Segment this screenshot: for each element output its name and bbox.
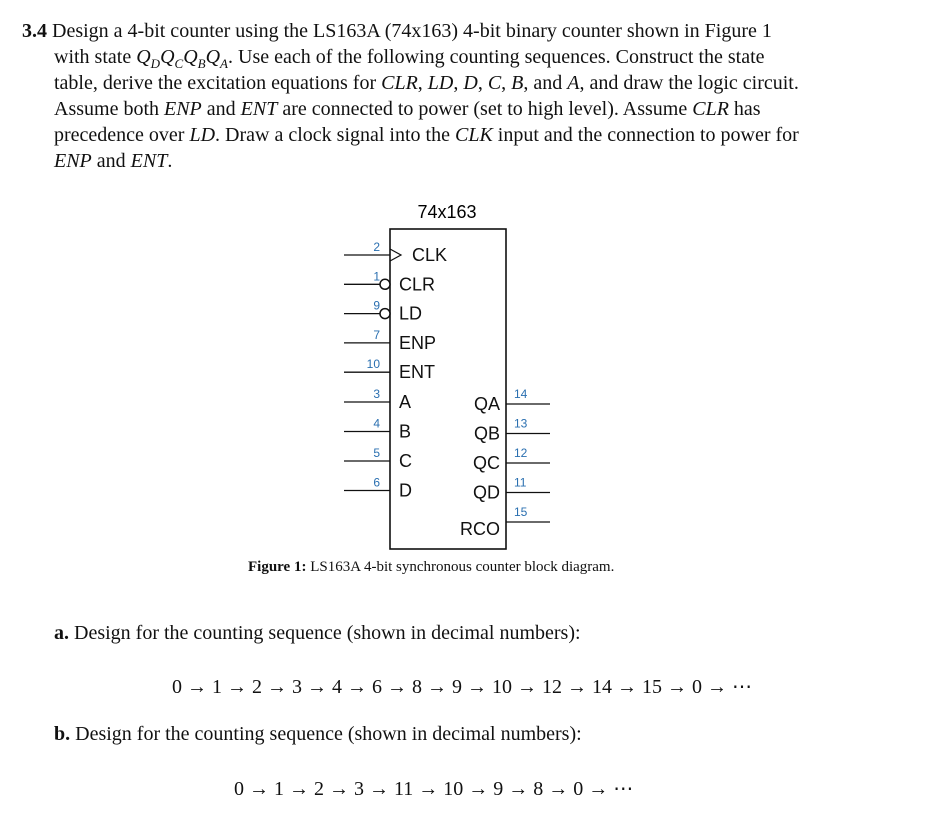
chip-title: 74x163	[417, 202, 477, 222]
pin-label-rco: RCO	[460, 519, 500, 539]
pin-number-qb: 13	[514, 416, 528, 431]
input-pin-a	[344, 387, 411, 412]
part-a-sequence: 0 → 1 → 2 → 3 → 4 → 6 → 8 → 9 → 10 → 12 → 14 → 15 → 0 → ⋯	[172, 676, 752, 698]
part-a	[54, 622, 581, 645]
inversion-bubble-ld	[380, 309, 390, 319]
pin-number-ent: 10	[366, 357, 380, 372]
pin-label-qc: QC	[473, 453, 500, 473]
pin-label-c: C	[399, 451, 412, 471]
input-pin-b	[344, 417, 411, 442]
output-pin-rco	[460, 505, 550, 539]
part-b-label: b.	[54, 723, 71, 745]
part-b-text: Design for the counting sequence (shown in decimal numbers):	[70, 723, 582, 745]
pin-number-clr: 1	[373, 269, 380, 284]
pin-label-clr: CLR	[399, 274, 436, 295]
input-pin-c	[344, 446, 412, 471]
figure-caption	[248, 559, 614, 576]
pin-number-qa: 14	[514, 387, 528, 401]
pin-number-b: 4	[373, 416, 380, 431]
input-pin-clk	[344, 240, 447, 265]
output-pin-qc	[473, 446, 550, 473]
pin-number-clk: 2	[373, 240, 380, 254]
problem-line-5: precedence over LD. Draw a clock signal into the CLK input and the connection to power for	[54, 124, 799, 146]
pin-label-ld: LD	[399, 303, 423, 324]
pin-label-qd: QD	[473, 482, 500, 503]
problem-line-2: with state $Q_DQ_CQ_BQ_A$. Use each of the following counting sequences. Construct the state	[54, 46, 765, 71]
output-pin-qb	[474, 417, 550, 444]
output-pin-qa	[474, 387, 550, 414]
problem-line-4: Assume both ENP and ENT are connected to power (set to high level). Assume CLR has	[54, 98, 761, 120]
pin-number-c: 5	[373, 446, 380, 460]
figure-label: Figure 1:	[248, 559, 307, 575]
pin-label-a: A	[399, 392, 412, 412]
pin-number-enp: 7	[373, 327, 380, 342]
pin-number-qd: 11	[514, 475, 527, 490]
clock-triangle-icon	[390, 249, 401, 261]
state-vector: $Q_DQ_CQ_BQ_A$	[136, 46, 228, 71]
part-a-text: Design for the counting sequence (shown in decimal numbers):	[69, 622, 581, 644]
pin-label-d: D	[399, 480, 412, 501]
inversion-bubble-clr	[380, 279, 390, 289]
input-pin-d	[344, 476, 412, 501]
pin-label-ent: ENT	[399, 362, 435, 383]
output-pin-qd	[473, 476, 550, 503]
pin-label-b: B	[399, 421, 412, 442]
part-b-sequence: 0 → 1 → 2 → 3 → 11 → 10 → 9 → 8 → 0 → ⋯	[234, 778, 634, 800]
pin-label-qb: QB	[473, 423, 500, 444]
problem-line-6: ENP and ENT.	[54, 150, 173, 172]
pin-number-rco: 15	[514, 505, 528, 519]
problem-number: 3.4	[22, 20, 47, 42]
chip-outputs	[460, 387, 550, 539]
counter-block-diagram	[330, 195, 570, 560]
pin-label-qa: QA	[473, 394, 500, 414]
part-b	[54, 723, 582, 746]
problem-line-1: 3.4 Design a 4-bit counter using the LS163A (74x163) 4-bit binary counter shown in Figure 1	[22, 20, 772, 42]
pin-number-a: 3	[373, 387, 380, 401]
pin-number-d: 6	[373, 475, 380, 490]
problem-line-3: table, derive the excitation equations for CLR, LD, D, C, B, and A, and draw the logic circuit.	[54, 72, 799, 94]
figure-text: LS163A 4-bit synchronous counter block diagram.	[306, 559, 615, 575]
pin-number-qc: 12	[514, 446, 528, 460]
problem-statement	[22, 18, 902, 174]
pin-label-enp: ENP	[399, 332, 437, 353]
input-pin-ld	[344, 299, 422, 324]
pin-number-ld: 9	[373, 298, 380, 313]
chip-inputs	[344, 240, 447, 501]
pin-label-clk: CLK	[412, 245, 448, 265]
part-a-label: a.	[54, 622, 69, 644]
